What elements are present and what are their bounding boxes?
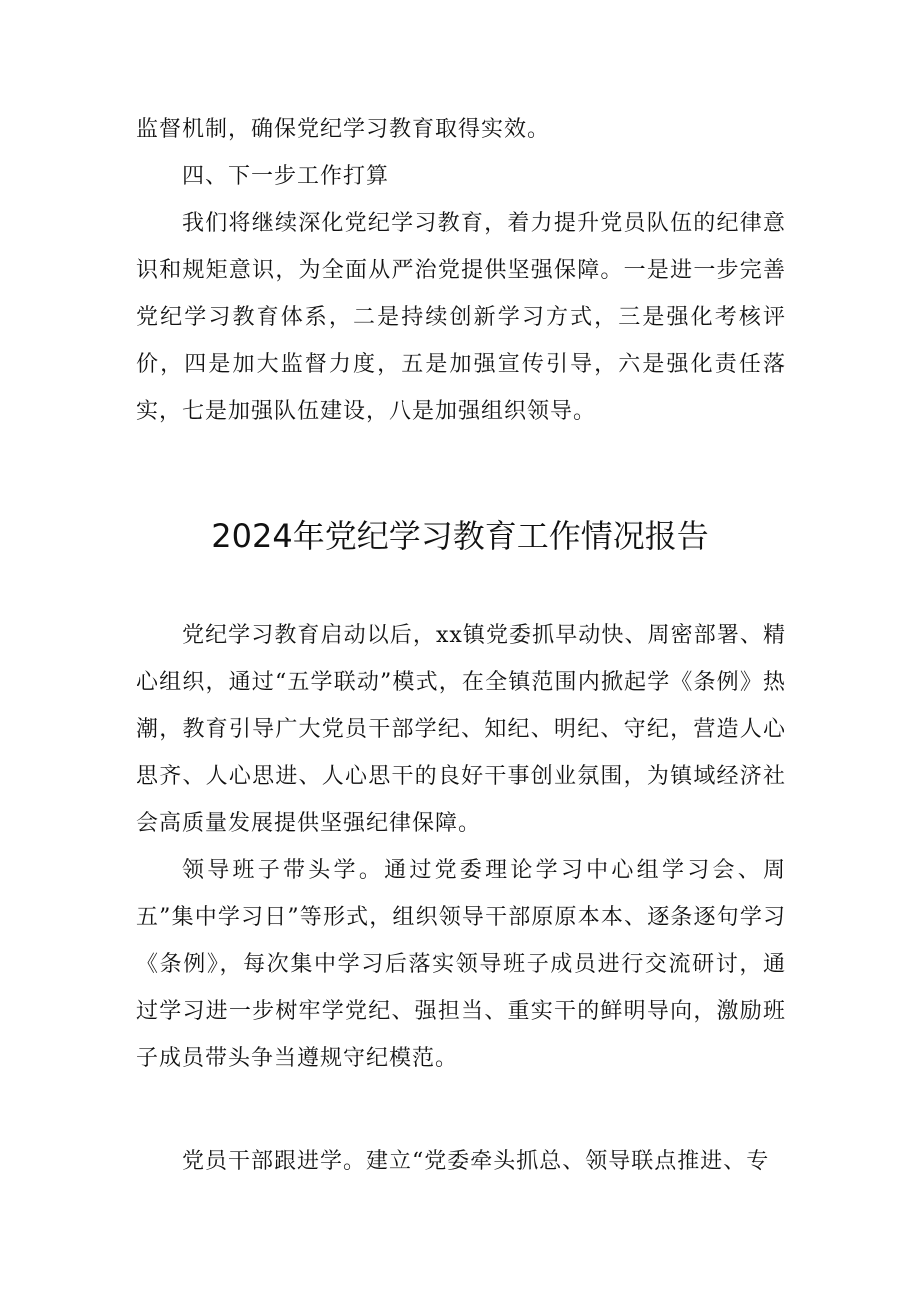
section-heading-next-steps: 四、下一步工作打算 (182, 164, 390, 189)
cadres-section (136, 1138, 786, 1185)
leaders-study-paragraph: 领导班子带头学。通过党委理论学习中心组学习会、周五”集中学习日”等形式，组织领导干部原原本本、逐条逐句学习《条例》，每次集中学习后落实领导班子成员进行交流研讨，通过学习进一步树牢学党纪、强担当、重实干的鲜明导向，激励班子成员带头争当遵规守纪模范。 (136, 858, 786, 1071)
report-body (136, 612, 786, 1082)
cadres-study-paragraph: 党员干部跟进学。建立“党委牵头抓总、领导联点推进、专 (182, 1149, 770, 1174)
continuation-paragraph: 监督机制，确保党纪学习教育取得实效。 (136, 117, 551, 142)
report-title: 2024年党纪学习教育工作情况报告 (211, 517, 709, 555)
continuation-section (136, 106, 786, 435)
intro-paragraph: 党纪学习教育启动以后，xx镇党委抓早动快、周密部署、精心组织，通过“五学联动”模式，在全镇范围内掀起学《条例》热潮，教育引导广大党员干部学纪、知纪、明纪、守纪，营造人心思齐、人心思进、人心思干的良好干事创业氛围，为镇域经济社会高质量发展提供坚强纪律保障。 (136, 623, 786, 836)
next-steps-paragraph: 我们将继续深化党纪学习教育，着力提升党员队伍的纪律意识和规矩意识，为全面从严治党提供坚强保障。一是进一步完善党纪学习教育体系，二是持续创新学习方式，三是强化考核评价，四是加大监督力度，五是加强宣传引导，六是强化责任落实，七是加强队伍建设，八是加强组织领导。 (136, 211, 786, 424)
